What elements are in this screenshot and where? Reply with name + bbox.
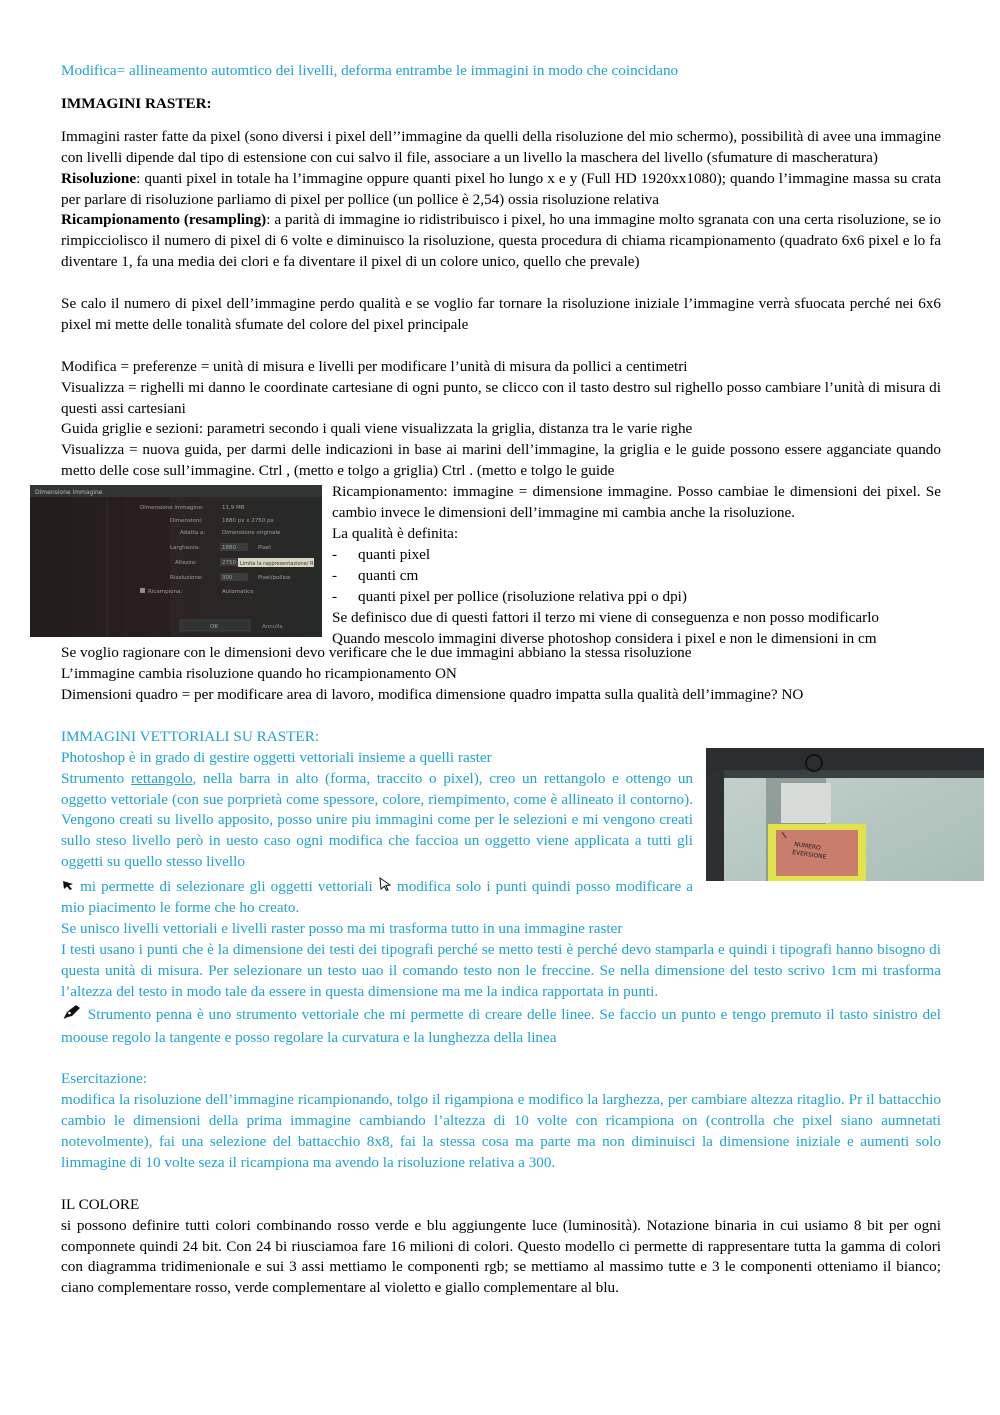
checkbox-label: Ricampiona: <box>148 589 183 596</box>
list-item: - quanti cm <box>332 566 419 584</box>
paragraph-colore: si possono definire tutti colori combinando rosso verde e blu aggiungente luce (luminosità). Notazione binaria in cui usiamo 8 bit per ogni componnete quindi 24 bit. Con 24 bi riusciamoa fare 16 milioni di colori. Questo modello ci permette di rappresentare tutta la gamma di colori con diagramma tridimenionale e sui 3 assi mettiamo le componenti rgb; se mettiamo al massimo tutte e 3 le componenti otteniamo il bianco; ciano complementare rosso, verde complementare al violetto e giallo complementare al blu. <box>61 1216 941 1297</box>
heading-esercitazione: Esercitazione: <box>61 1070 148 1088</box>
direct-selection-icon <box>378 877 392 898</box>
paragraph-righelli: Visualizza = righelli mi danno le coordinate cartesiane di ogni punto, se clicco con il tasto destro sul righello posso cambiare l’unità di misura di questi assi cartesiani <box>61 378 941 417</box>
paragraph-ricampionamento: Ricampionamento (resampling): a parità di immagine io ridistribuisco i pixel, ho una immagine molto sgranata con una certa risoluzione, se io rimpicciolisco il numero di pixel di 6 volte e diminuisco la risoluzione, questa procedura di chiama ricampionamento (quadrato 6x6 pixel e lo fa diventare 1, fa una media dei clori e fa diventare il pixel di un colore unico, quello che prevale) <box>61 211 941 271</box>
dialog-row-value: 1880 <box>222 545 236 552</box>
dialog-row-value: 2750 <box>222 560 236 567</box>
paragraph-cambia: L’immagine cambia risoluzione quando ho ricampionamento ON <box>61 665 457 683</box>
handwriting-line: NUMERO <box>793 840 822 852</box>
document-page <box>35 58 941 1299</box>
dialog-photo <box>30 485 322 637</box>
pen-tool-icon <box>61 1003 83 1028</box>
paragraph-quadro: Dimensioni quadro = per modificare area di lavoro, modifica dimensione quadro impatta sulla qualità dell’immagine? NO <box>61 686 804 703</box>
handwriting-line: EVERSIONE <box>791 848 827 861</box>
paragraph-photoshop: Photoshop è in grado di gestire oggetti vettoriali insieme a quelli raster <box>61 748 492 766</box>
paragraph-ragionare: Se voglio ragionare con le dimensioni devo verificare che le due immagini abbiano la stessa risoluzione <box>61 644 692 662</box>
dialog-row-unit: Pixel <box>258 545 271 552</box>
ricampionamento-block <box>35 482 941 649</box>
paragraph-mescolo: Quando mescolo immagini diverse photoshop considera i pixel e non le dimensioni in cm <box>332 629 877 647</box>
cancel-button-label: Annulla <box>262 624 283 631</box>
paragraph-nuova-guida: Visualizza = nuova guida, per darmi delle indicazioni in base ai marini dell’immagine, la griglia e le guide possono essere agganciate quando metto delle cose sull’immagine. Ctrl , (metto e tolgo a griglia) Ctrl . (metto e tolgo le guide <box>61 441 941 480</box>
path-selection-icon <box>61 877 75 898</box>
vector-section <box>61 727 941 1049</box>
list-item: - quanti pixel <box>332 545 431 563</box>
intro-line: Modifica= allineamento automtico dei livelli, deforma entrambe le immagini in modo che coincidano <box>61 62 679 79</box>
resample-checkbox <box>140 588 145 593</box>
paragraph-testi: I testi usano i punti che è la dimensione dei testi dei tipografi perché se metto testi è perché devo stamparla e quindi i tipografi hanno bisogno di questa unità di misura. Per selezionare un testo uao il comando testo non le freccine. Se nella dimensione del testo scrivo 1cm mi trasforma l’altezza del testo in modo tale da essere in questa dimensione ma me la indica rapportata in punti. <box>61 940 941 1000</box>
paragraph-penna: Strumento penna è uno strumento vettoriale che mi permette di creare delle linee. Se faccio un punto e tengo premuto il tasto sinistro del moouse regolo la tangente e posso regolare la curvatura e la lunghezza della linea <box>61 1003 941 1049</box>
vector-photo <box>706 748 984 881</box>
dialog-row-label: Dimensioni: <box>170 518 203 525</box>
dialog-row-value: 300 <box>222 575 233 582</box>
paragraph-selezione: mi permette di selezionare gli oggetti vettoriali modifica solo i punti quindi posso modificare a mio piacimento le forme che ho creato. <box>61 878 694 917</box>
image-size-dialog-photo <box>30 485 322 637</box>
dialog-title: Dimensione immagine <box>35 489 103 497</box>
paragraph-guida: Guida griglie e sezioni: parametri secondo i quali viene visualizzata la griglia, distanza tra le varie righe <box>61 420 693 438</box>
dialog-row-label: Larghezza: <box>170 545 200 552</box>
paragraph-ricampionamento-2: Ricampionamento: immagine = dimensione immagine. Posso cambiae le dimensioni dei pixel. Se cambio invece le dimensioni dell’immagine mi cambia anche la risoluzione. <box>332 483 941 522</box>
dialog-row-label: Altezza: <box>175 560 197 567</box>
dialog-row-value: 1880 px x 2750 px <box>222 518 274 525</box>
checkbox-value: Automatico <box>222 589 254 596</box>
paragraph-qualita: La qualità è definita: <box>332 525 459 542</box>
dialog-row-label: Dimensione immagine: <box>140 505 204 512</box>
paragraph-rettangolo: Strumento rettangolo, nella barra in alto (forma, traccito o pixel), creo un rettangolo e ottengo un oggetto vettoriale (con sue porprietà come spessore, colore, riempimento, come è allineato il contorno). Vengono creati su livello apposito, posso unire piu immagini come per le selezioni e mi vengono creati sullo steso livello però in uesto caso ogni modifica che faccioa un oggetto viene applicata a tutti gli oggetti su quello stesso livello <box>61 769 694 871</box>
dialog-tooltip: Limita la rappresentazione/ Rica <box>240 561 321 568</box>
paragraph-raster: Immagini raster fatte da pixel (sono diversi i pixel dell’’immagine da quelli della risoluzione del mio schermo), possibilità di avee una immagine con livelli dipende dal tipo di estensione con cui salvo il file, associare a un livello la maschera del livello (sfumature di mascheratura) <box>61 127 941 166</box>
underlined-term: rettangolo <box>130 769 193 787</box>
paragraph-unisco: Se unisco livelli vettoriali e livelli raster posso ma mi trasforma tutto in una immagine raster <box>61 920 623 938</box>
term-ricampionamento: Ricampionamento (resampling) <box>61 211 267 229</box>
ok-button-label: OK <box>210 624 218 631</box>
dialog-row-value: Dimensione originale <box>222 530 281 537</box>
term-risoluzione: Risoluzione <box>61 169 137 187</box>
dialog-row-label: Adatta a: <box>180 530 206 537</box>
dialog-row-value: 11,9 MB <box>222 505 245 512</box>
list-item: - quanti pixel per pollice (risoluzione relativa ppi o dpi) <box>332 587 687 605</box>
heading-vettoriali: IMMAGINI VETTORIALI SU RASTER: <box>61 727 320 745</box>
paragraph-esercitazione: modifica la risoluzione dell’immagine ricampionando, tolgo il rigampiona e modifico la larghezza, per cambiare altezza ritaglio. Pr il battacchio cambio le dimensioni della prima immagine cambiando l’altezza di 10 volte con ricampiona on (controlla che pixel siano aumnetati notevolmente), fai una selezione del battacchio 8x8, fai la stessa cosa ma parte ma non diminuisci la dimensione iniziale e aumenti solo limmagine di 10 volte seza il ricampiona ma avendo la risoluzione relativa a 300. <box>61 1091 941 1171</box>
dialog-row-unit: Pixel/pollice <box>258 575 291 582</box>
heading-colore: IL COLORE <box>61 1195 140 1213</box>
paragraph-risoluzione: Risoluzione: quanti pixel in totale ha l’immagine oppure quanti pixel ho lungo x e y (Full HD 1920xx1080); quando l’immagine massa su crata per parlare di risoluzione parliamo di pixel per pollice (un pollice è 2,54) ossia risoluzione relativa <box>61 169 941 208</box>
paragraph-calo: Se calo il numero di pixel dell’immagine perdo qualità e se voglio far tornare la risoluzione iniziale l’immagine verrà sfuocata perché nei 6x6 pixel mi mette delle tonalità sfumate del colore del pixel principale <box>61 295 941 333</box>
dialog-row-label: Risoluzione: <box>170 575 204 582</box>
ricampionamento-text <box>332 482 941 649</box>
paragraph-definisco: Se definisco due di questi fattori il terzo mi viene di conseguenza e non posso modificarlo <box>332 608 880 626</box>
paragraph-preferenze: Modifica = preferenze = unità di misura e livelli per modificare l’unità di misura da pollici a centimetri <box>61 357 688 375</box>
heading-raster: IMMAGINI RASTER: <box>61 94 212 112</box>
